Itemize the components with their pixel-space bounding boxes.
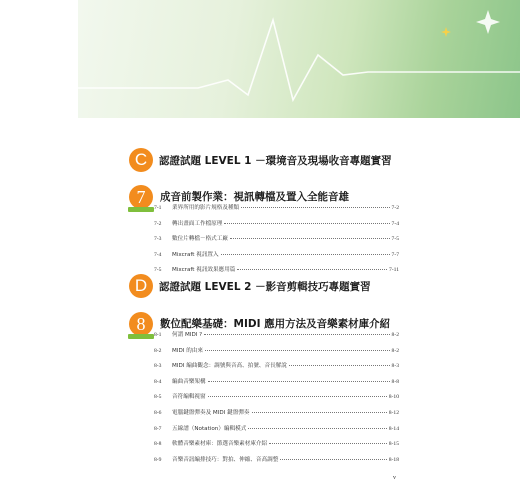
toc-item-title: 數位片轉檔－格式工廠	[172, 236, 228, 243]
toc-leader-dots	[224, 223, 389, 224]
toc-row[interactable]	[154, 346, 399, 362]
section-letter-badge: D	[129, 274, 153, 298]
toc-item-number: 8-9	[154, 456, 162, 463]
toc-item-title: Mixcraft 視訊置入	[172, 251, 219, 258]
toc-item-number: 8-8	[154, 441, 162, 448]
toc-leader-dots	[208, 381, 390, 382]
toc-item-number: 7-5	[154, 267, 162, 274]
toc-leader-dots	[280, 459, 386, 460]
heartbeat-line-graphic	[78, 0, 520, 118]
header-banner	[78, 0, 520, 118]
toc-item-number: 7-1	[154, 205, 162, 211]
toc-item-number: 8-4	[154, 378, 162, 385]
toc-item-page: 8-2	[391, 332, 399, 338]
chapter-tag	[128, 334, 154, 339]
section-letter-badge: C	[129, 148, 153, 172]
toc-item-title: 音符編輯視窗	[172, 394, 206, 401]
toc-item-number: 8-1	[154, 332, 162, 338]
toc-row[interactable]	[154, 392, 399, 408]
toc-leader-dots	[289, 365, 390, 366]
toc-item-title: 音樂音訊編排技巧：對拍、伸縮、音高調整	[172, 456, 279, 463]
toc-leader-dots	[237, 269, 387, 270]
toc-leader-dots	[241, 207, 389, 208]
toc-leader-dots	[221, 254, 390, 255]
toc-leader-dots	[205, 350, 390, 351]
toc-item-page: 8-18	[388, 456, 399, 463]
toc-item-title: MIDI 的由來	[172, 347, 203, 354]
toc-item-number: 8-3	[154, 363, 162, 370]
section-title: 認證試題 LEVEL 1 －環境音及現場收音專題實習	[159, 154, 392, 167]
toc-item-page: 8-10	[388, 394, 399, 401]
chapter-number: 7	[129, 185, 153, 209]
toc-item-title: 五線譜（Notation）編輯模式	[172, 425, 247, 432]
toc-item-number: 7-4	[154, 251, 162, 258]
toc-item-page: 8-15	[388, 441, 399, 448]
toc-leader-dots	[248, 428, 386, 429]
chapter-badge	[129, 312, 153, 342]
toc-row[interactable]	[154, 219, 399, 235]
toc-row[interactable]	[154, 330, 399, 346]
toc-leader-dots	[230, 238, 390, 239]
section-c	[129, 148, 392, 172]
toc-item-number: 7-2	[154, 220, 162, 227]
toc-row[interactable]	[154, 439, 399, 455]
toc-row[interactable]	[154, 408, 399, 424]
toc-item-page: 7-5	[391, 236, 399, 243]
toc-item-page: 7-7	[391, 251, 399, 258]
toc-item-number: 8-6	[154, 409, 162, 416]
toc-item-page: 8-12	[388, 409, 399, 416]
toc-item-title: MIDI 編曲觀念：調號與音高、拍號、音長解說	[172, 363, 287, 370]
toc-row[interactable]	[154, 455, 399, 471]
toc-item-page: 8-2	[391, 347, 399, 354]
chapter-number: 8	[129, 312, 153, 336]
toc-row[interactable]	[154, 203, 399, 219]
toc-item-page: 8-14	[388, 425, 399, 432]
chapter-badge	[129, 185, 153, 215]
small-star-icon	[441, 27, 451, 37]
toc-item-number: 7-3	[154, 236, 162, 243]
toc-row[interactable]	[154, 424, 399, 440]
toc-leader-dots	[252, 412, 387, 413]
sparkle-icon	[476, 10, 500, 34]
toc-leader-dots	[269, 443, 387, 444]
toc-item-page: 8-3	[391, 363, 399, 370]
section-title: 認證試題 LEVEL 2 －影音剪輯技巧專題實習	[159, 280, 371, 293]
toc-item-title: 電腦鍵盤彈奏及 MIDI 鍵盤彈奏	[172, 409, 250, 416]
section-d	[129, 274, 371, 298]
toc-item-page: 8-8	[391, 378, 399, 385]
page-number: v	[393, 475, 396, 481]
toc-list-chapter-8	[154, 330, 399, 470]
toc-item-title: 何謂 MIDI ?	[172, 332, 203, 338]
toc-item-page: 7-11	[388, 267, 399, 274]
toc-item-number: 8-2	[154, 347, 162, 354]
toc-leader-dots	[208, 396, 387, 397]
chapter-title: 成音前製作業：視訊轉檔及置入全能音雄	[160, 191, 349, 203]
toc-leader-dots	[204, 334, 389, 335]
toc-item-title: 業界所用的影片規格及種類	[172, 205, 240, 211]
toc-row[interactable]	[154, 234, 399, 250]
toc-item-page: 7-2	[391, 205, 399, 211]
toc-item-title: 軟體音樂素材庫：節選音樂素材庫介紹	[172, 441, 268, 448]
toc-item-title: 編曲音樂架構	[172, 378, 206, 385]
toc-row[interactable]	[154, 250, 399, 266]
chapter-title: 數位配樂基礎：MIDI 應用方法及音樂素材庫介紹	[160, 318, 391, 330]
toc-item-title: 轉出畫面工作檔原理	[172, 220, 223, 227]
toc-row[interactable]	[154, 361, 399, 377]
toc-item-number: 8-5	[154, 394, 162, 401]
toc-list-chapter-7	[154, 203, 399, 281]
toc-item-title: Mixcraft 視訊效果應用篇	[172, 267, 236, 274]
toc-item-number: 8-7	[154, 425, 162, 432]
toc-item-page: 7-4	[391, 220, 399, 227]
toc-row[interactable]	[154, 377, 399, 393]
chapter-tag	[128, 207, 154, 212]
